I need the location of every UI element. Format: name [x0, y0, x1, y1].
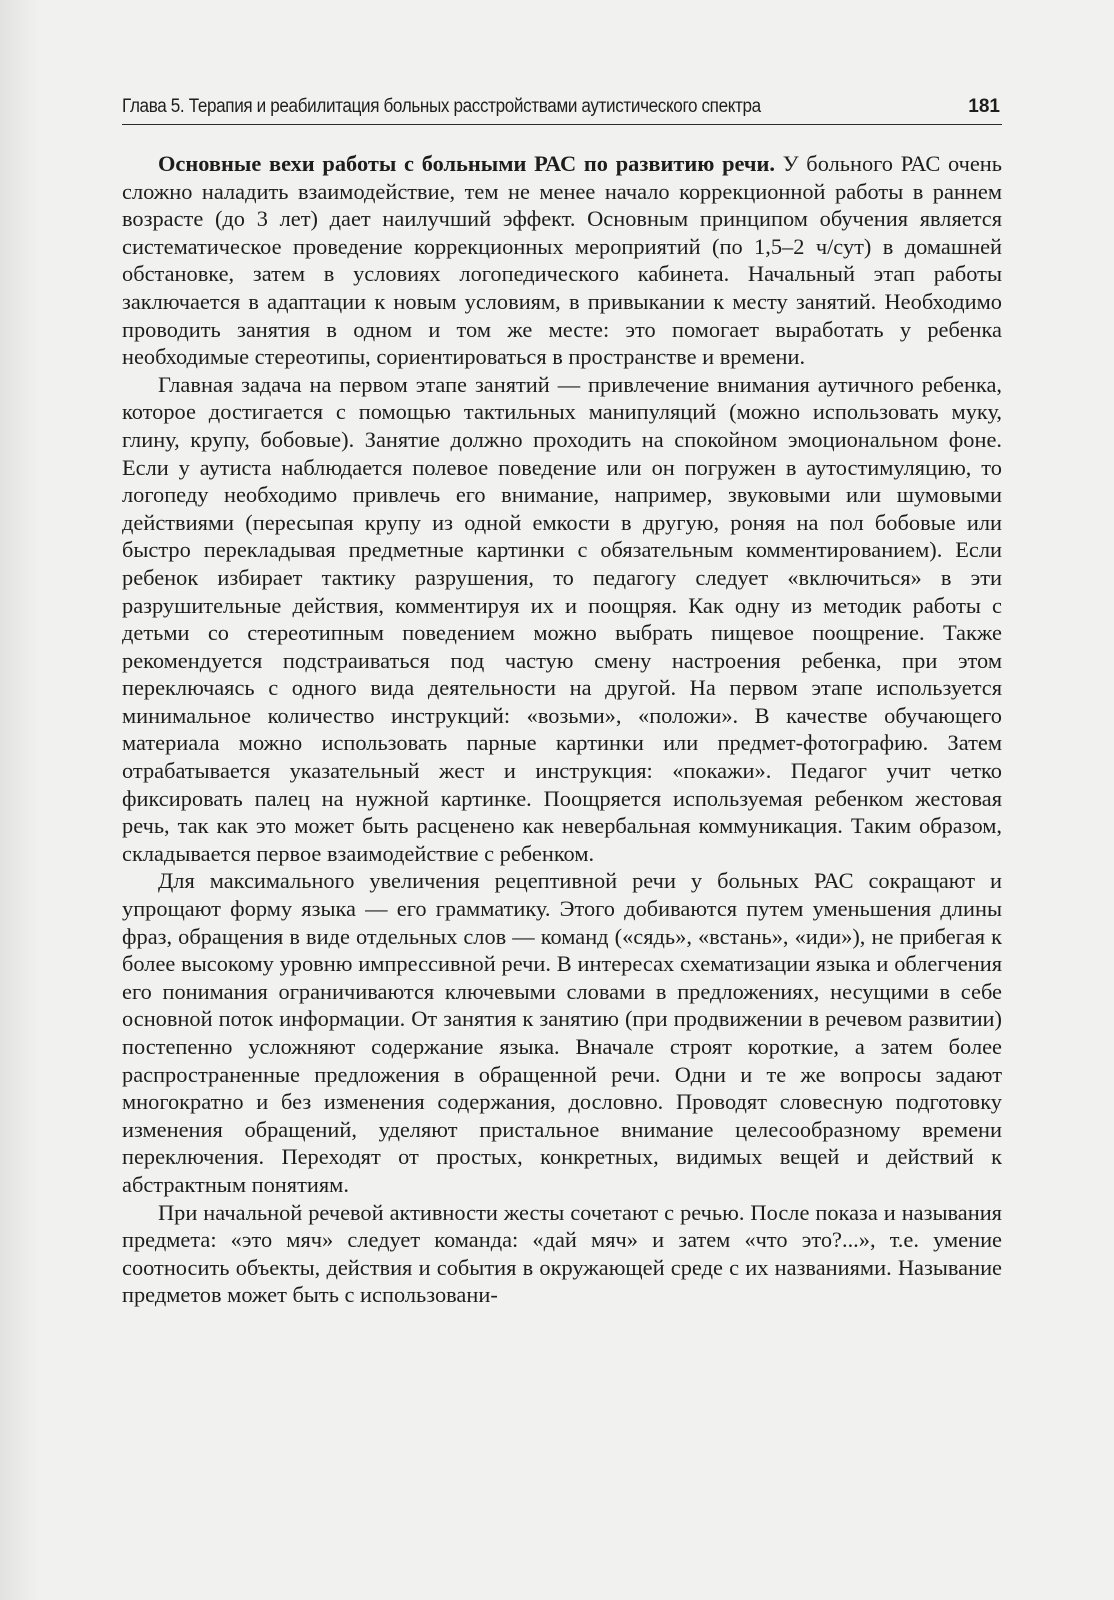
body-text — [122, 150, 1002, 1309]
paragraph-4: При начальной речевой активности жесты сочетают с речью. После показа и называния предмета: «это мяч» следует команда: «дай мяч» и затем «что это?...», т.е. умение соотносить объекты, действия и события в окружающей среде с их названиями. Называние предметов может быть с использовани- — [122, 1199, 1002, 1308]
paragraph-3: Для максимального увеличения рецептивной речи у больных РАС сокращают и упрощают форму языка — его грамматику. Этого добиваются путем уменьшения длины фраз, обращения в виде отдельных слов — команд («сядь», «встань», «иди»), не прибегая к более высокому уровню импрессивной речи. В интересах схематизации языка и облегчения его понимания ограничиваются ключевыми словами в предложениях, несущими в себе основной поток информации. От занятия к занятию (при продвижении в речевом развитии) постепенно усложняют содержание языка. Вначале строят короткие, а затем более распространенные предложения в обращенной речи. Одни и те же вопросы задают многократно и без изменения содержания, дословно. Проводят словесную подготовку изменения обращений, уделяют пристальное внимание целесообразному времени переключения. Переходят от простых, конкретных, видимых вещей и действий к абстрактным понятиям. — [122, 868, 1002, 1197]
paragraph-1 — [122, 150, 1002, 371]
page-number: 181 — [968, 96, 1000, 117]
page-spine-shadow — [0, 0, 40, 1600]
chapter-title: Глава 5. Терапия и реабилитация больных расстройствами аутистического спектра — [122, 96, 761, 117]
paragraph-1-lead: Основные вехи работы с больными РАС по развитию речи. — [158, 151, 776, 176]
running-header — [122, 90, 1002, 125]
paragraph-1-text: У больного РАС очень сложно наладить взаимодействие, тем не менее начало коррекционной работы в раннем возрасте (до 3 лет) дает наилучший эффект. Основным принципом обучения является систематическое проведение коррекционных мероприятий (по 1,5–2 ч/сут) в домашней обстановке, затем в условиях логопедического кабинета. Начальный этап работы заключается в адаптации к новым условиям, в привыкании к месту занятий. Необходимо проводить занятия в одном и том же месте: это помогает выработать у ребенка необходимые стереотипы, сориентироваться в пространстве и времени. — [122, 151, 1002, 370]
paragraph-2: Главная задача на первом этапе занятий — привлечение внимания аутичного ребенка, которое достигается с помощью тактильных манипуляций (можно использовать муку, глину, крупу, бобовые). Занятие должно проходить на спокойном эмоциональном фоне. Если у аутиста наблюдается полевое поведение или он погружен в аутостимуляцию, то логопеду необходимо привлечь его внимание, например, звуковыми или шумовыми действиями (пересыпая крупу из одной емкости в другую, роняя на пол бобовые или быстро перекладывая предметные картинки с обязательным комментированием). Если ребенок избирает тактику разрушения, то педагогу следует «включиться» в эти разрушительные действия, комментируя их и поощряя. Как одну из методик работы с детьми со стереотипным поведением можно выбрать пищевое поощрение. Также рекомендуется подстраиваться под частую смену настроения ребенка, при этом переключаясь с одного вида деятельности на другой. На первом этапе используется минимальное количество инструкций: «возьми», «положи». В качестве обучающего материала можно использовать парные картинки или предмет-фотографию. Затем отрабатывается указательный жест и инструкция: «покажи». Педагог учит четко фиксировать палец на нужной картинке. Поощряется используемая ребенком жестовая речь, так как это может быть расценено как невербальная коммуникация. Таким образом, складывается первое взаимодействие с ребенком. — [122, 371, 1002, 866]
